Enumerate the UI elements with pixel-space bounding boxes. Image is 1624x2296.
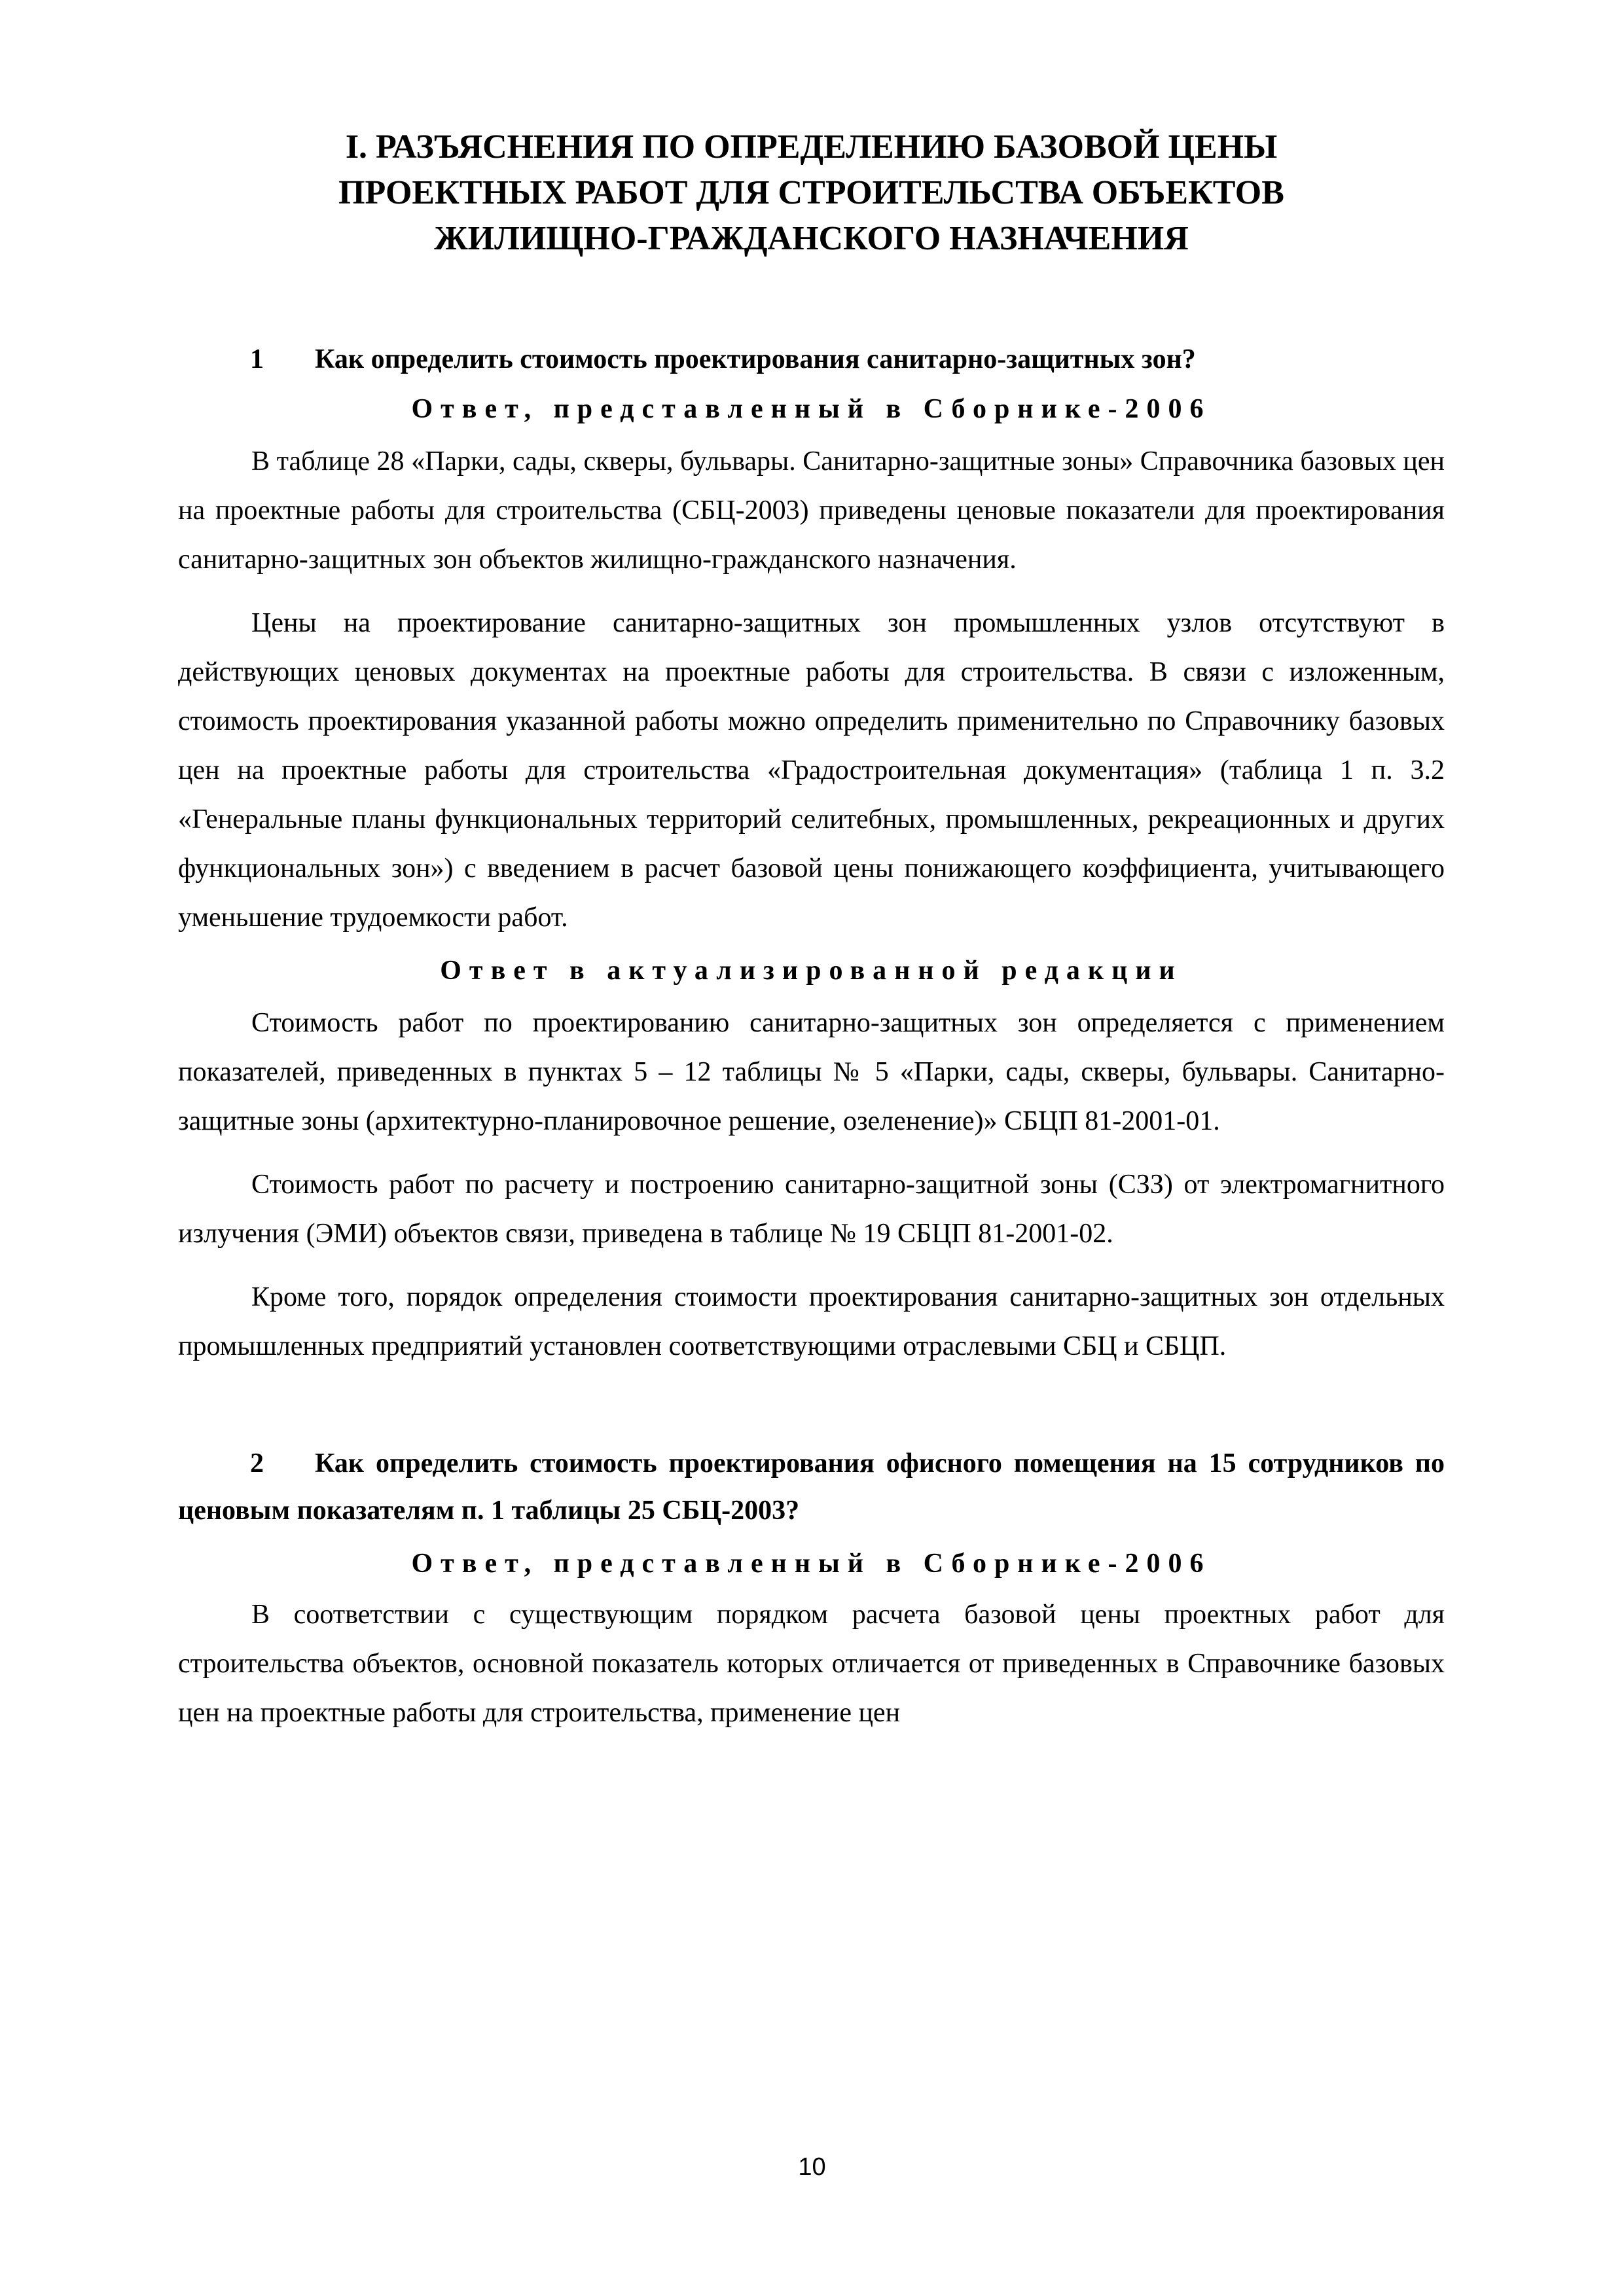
answer-2006-paragraph: В соответствии с существующим порядком расчета базовой цены проектных работ для строительства объектов, основной показатель которых отличается от приведенных в Справочнике базовых цен на проектные работы для строительства, применение цен: [178, 1600, 1445, 1728]
section-title-line-1: I. РАЗЪЯСНЕНИЯ ПО ОПРЕДЕЛЕНИЮ БАЗОВОЙ ЦЕНЫ: [345, 128, 1278, 166]
answer-actual-paragraph: Кроме того, порядок определения стоимости проектирования санитарно-защитных зон отдельных промышленных предприятий установлен соответствующими отраслевыми СБЦ и СБЦП.: [178, 1282, 1445, 1361]
page-number: 10: [798, 2153, 826, 2181]
answer-2006-paragraph: В таблице 28 «Парки, сады, скверы, бульвары. Санитарно-защитные зоны» Справочника базовых цен на проектные работы для строительства (СБЦ-2003) приведены ценовые показатели для проектирования санитарно-защитных зон объектов жилищно-гражданского назначения.: [178, 446, 1445, 575]
question-2: [178, 1440, 1445, 1738]
question-2-heading: [178, 1440, 1445, 1534]
question-1-heading: [178, 332, 1445, 386]
answer-2006-heading: Ответ, представленный в Сборнике-2006: [411, 1549, 1212, 1579]
section-title-line-3: ЖИЛИЩНО-ГРАЖДАНСКОГО НАЗНАЧЕНИЯ: [434, 220, 1189, 257]
question-1-number: 1: [250, 344, 264, 374]
page-content: [178, 124, 1445, 1738]
answer-actual-paragraph: Стоимость работ по расчету и построению санитарно-защитной зоны (СЗЗ) от электромагнитного излучения (ЭМИ) объектов связи, приведена в таблице № 19 СБЦП 81-2001-02.: [178, 1170, 1445, 1249]
answer-2006-heading: Ответ, представленный в Сборнике-2006: [411, 394, 1212, 424]
question-1-text: Как определить стоимость проектирования санитарно-защитных зон?: [315, 344, 1196, 374]
question-2-number: 2: [250, 1448, 264, 1479]
section-title: [178, 124, 1445, 262]
answer-2006-paragraph: Цены на проектирование санитарно-защитных зон промышленных узлов отсутствуют в действующих ценовых документах на проектные работы для строительства. В связи с изложенным, стоимость проектирования указанной работы можно определить применительно по Справочнику базовых цен на проектные работы для строительства «Градостроительная документация» (таблица 1 п. 3.2 «Генеральные планы функциональных территорий селитебных, промышленных, рекреационных и других функциональных зон») с введением в расчет базовой цены понижающего коэффициента, учитывающего уменьшение трудоемкости работ.: [178, 608, 1445, 933]
answer-actual-heading: Ответ в актуализированной редакции: [440, 956, 1183, 986]
question-1: [178, 332, 1445, 1371]
answer-actual-paragraph: Стоимость работ по проектированию санитарно-защитных зон определяется с применением показателей, приведенных в пунктах 5 – 12 таблицы № 5 «Парки, сады, скверы, бульвары. Санитарно-защитные зоны (архитектурно-планировочное решение, озеленение)» СБЦП 81-2001-01.: [178, 1008, 1445, 1136]
section-title-line-2: ПРОЕКТНЫХ РАБОТ ДЛЯ СТРОИТЕЛЬСТВА ОБЪЕКТОВ: [338, 174, 1284, 211]
question-2-text: Как определить стоимость проектирования офисного помещения на 15 сотрудников по ценовым показателям п. 1 таблицы 25 СБЦ-2003?: [178, 1448, 1445, 1526]
